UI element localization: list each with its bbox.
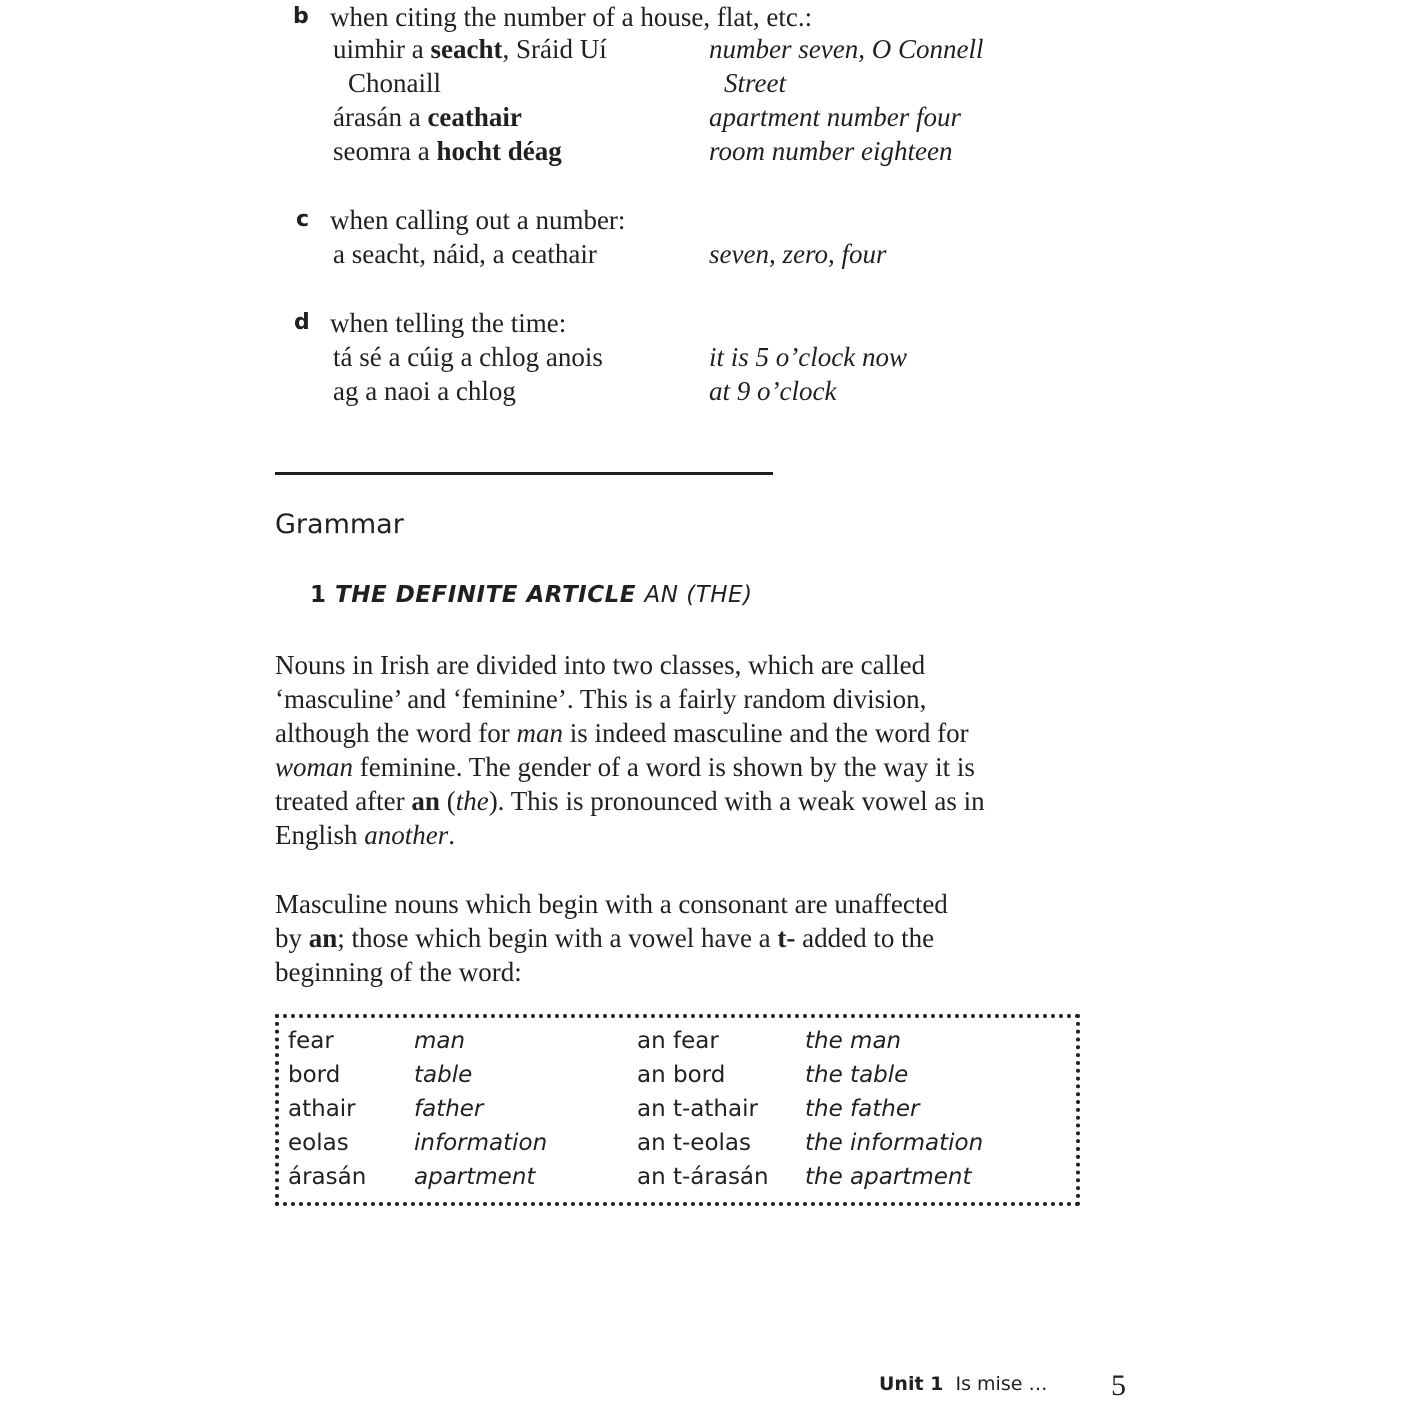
table-cell-english-article: the father xyxy=(805,1096,920,1122)
table-cell-irish: bord xyxy=(288,1062,341,1088)
table-cell-irish-article: an bord xyxy=(637,1062,726,1088)
example-irish: uimhir a seacht, Sráid Uí xyxy=(333,34,607,64)
table-cell-irish: eolas xyxy=(288,1130,349,1156)
section-d-letter: d xyxy=(294,310,310,335)
subheading-rest: AN (THE) xyxy=(644,582,753,608)
example-english: it is 5 o’clock now xyxy=(709,342,907,372)
example-irish: tá sé a cúig a chlog anois xyxy=(333,342,603,372)
paragraph-line: beginning of the word: xyxy=(275,957,522,987)
paragraph-line: woman feminine. The gender of a word is shown by the way it is xyxy=(275,752,975,782)
subheading-title: THE DEFINITE ARTICLE xyxy=(335,582,636,608)
section-c-intro: when calling out a number: xyxy=(330,205,626,235)
footer-unit-title: Is mise … xyxy=(955,1373,1048,1395)
paragraph-line: Masculine nouns which begin with a consonant are unaffected xyxy=(275,889,948,919)
table-cell-irish: árasán xyxy=(288,1164,367,1190)
paragraph-gender xyxy=(275,648,1075,852)
table-cell-irish-article: an t-athair xyxy=(637,1096,758,1122)
table-cell-english: table xyxy=(414,1062,473,1088)
example-english: room number eighteen xyxy=(709,136,953,166)
section-c-letter: c xyxy=(296,207,310,232)
table-cell-english: man xyxy=(414,1028,466,1054)
section-divider xyxy=(275,472,773,475)
section-b-intro: when citing the number of a house, flat, etc.: xyxy=(330,2,813,32)
paragraph-masculine xyxy=(275,887,1075,989)
example-irish: Chonaill xyxy=(348,68,441,98)
paragraph-line: Nouns in Irish are divided into two classes, which are called xyxy=(275,650,926,680)
example-english: at 9 o’clock xyxy=(709,376,837,406)
table-cell-irish: athair xyxy=(288,1096,356,1122)
subheading-number: 1 xyxy=(310,582,327,608)
example-irish: árasán a ceathair xyxy=(333,102,522,132)
paragraph-line: English another. xyxy=(275,820,456,850)
grammar-subheading xyxy=(310,578,753,612)
table-cell-english: information xyxy=(414,1130,548,1156)
example-english: Street xyxy=(724,68,786,98)
example-english: apartment number four xyxy=(709,102,961,132)
example-irish: seomra a hocht déag xyxy=(333,136,562,166)
table-cell-irish: fear xyxy=(288,1028,334,1054)
running-footer xyxy=(879,1369,1047,1399)
table-cell-english-article: the man xyxy=(805,1028,902,1054)
paragraph-line: by an; those which begin with a vowel have a t- added to the xyxy=(275,923,935,953)
table-cell-irish-article: an t-árasán xyxy=(637,1164,769,1190)
footer-unit-label: Unit 1 xyxy=(879,1373,944,1395)
example-english: seven, zero, four xyxy=(709,239,887,269)
section-d-intro: when telling the time: xyxy=(330,308,567,338)
table-cell-english: father xyxy=(414,1096,484,1122)
table-cell-english-article: the information xyxy=(805,1130,984,1156)
grammar-heading: Grammar xyxy=(275,509,404,540)
paragraph-line: ‘masculine’ and ‘feminine’. This is a fairly random division, xyxy=(275,684,927,714)
table-cell-irish-article: an fear xyxy=(637,1028,719,1054)
table-cell-english-article: the table xyxy=(805,1062,909,1088)
table-cell-irish-article: an t-eolas xyxy=(637,1130,751,1156)
example-english: number seven, O Connell xyxy=(709,34,984,64)
example-irish: a seacht, náid, a ceathair xyxy=(333,239,597,269)
table-cell-english: apartment xyxy=(414,1164,536,1190)
table-cell-english-article: the apartment xyxy=(805,1164,972,1190)
paragraph-line: treated after an (the). This is pronounced with a weak vowel as in xyxy=(275,786,985,816)
section-b-letter: b xyxy=(293,4,309,29)
example-irish: ag a naoi a chlog xyxy=(333,376,516,406)
paragraph-line: although the word for man is indeed masculine and the word for xyxy=(275,718,969,748)
page-number: 5 xyxy=(1111,1369,1126,1402)
